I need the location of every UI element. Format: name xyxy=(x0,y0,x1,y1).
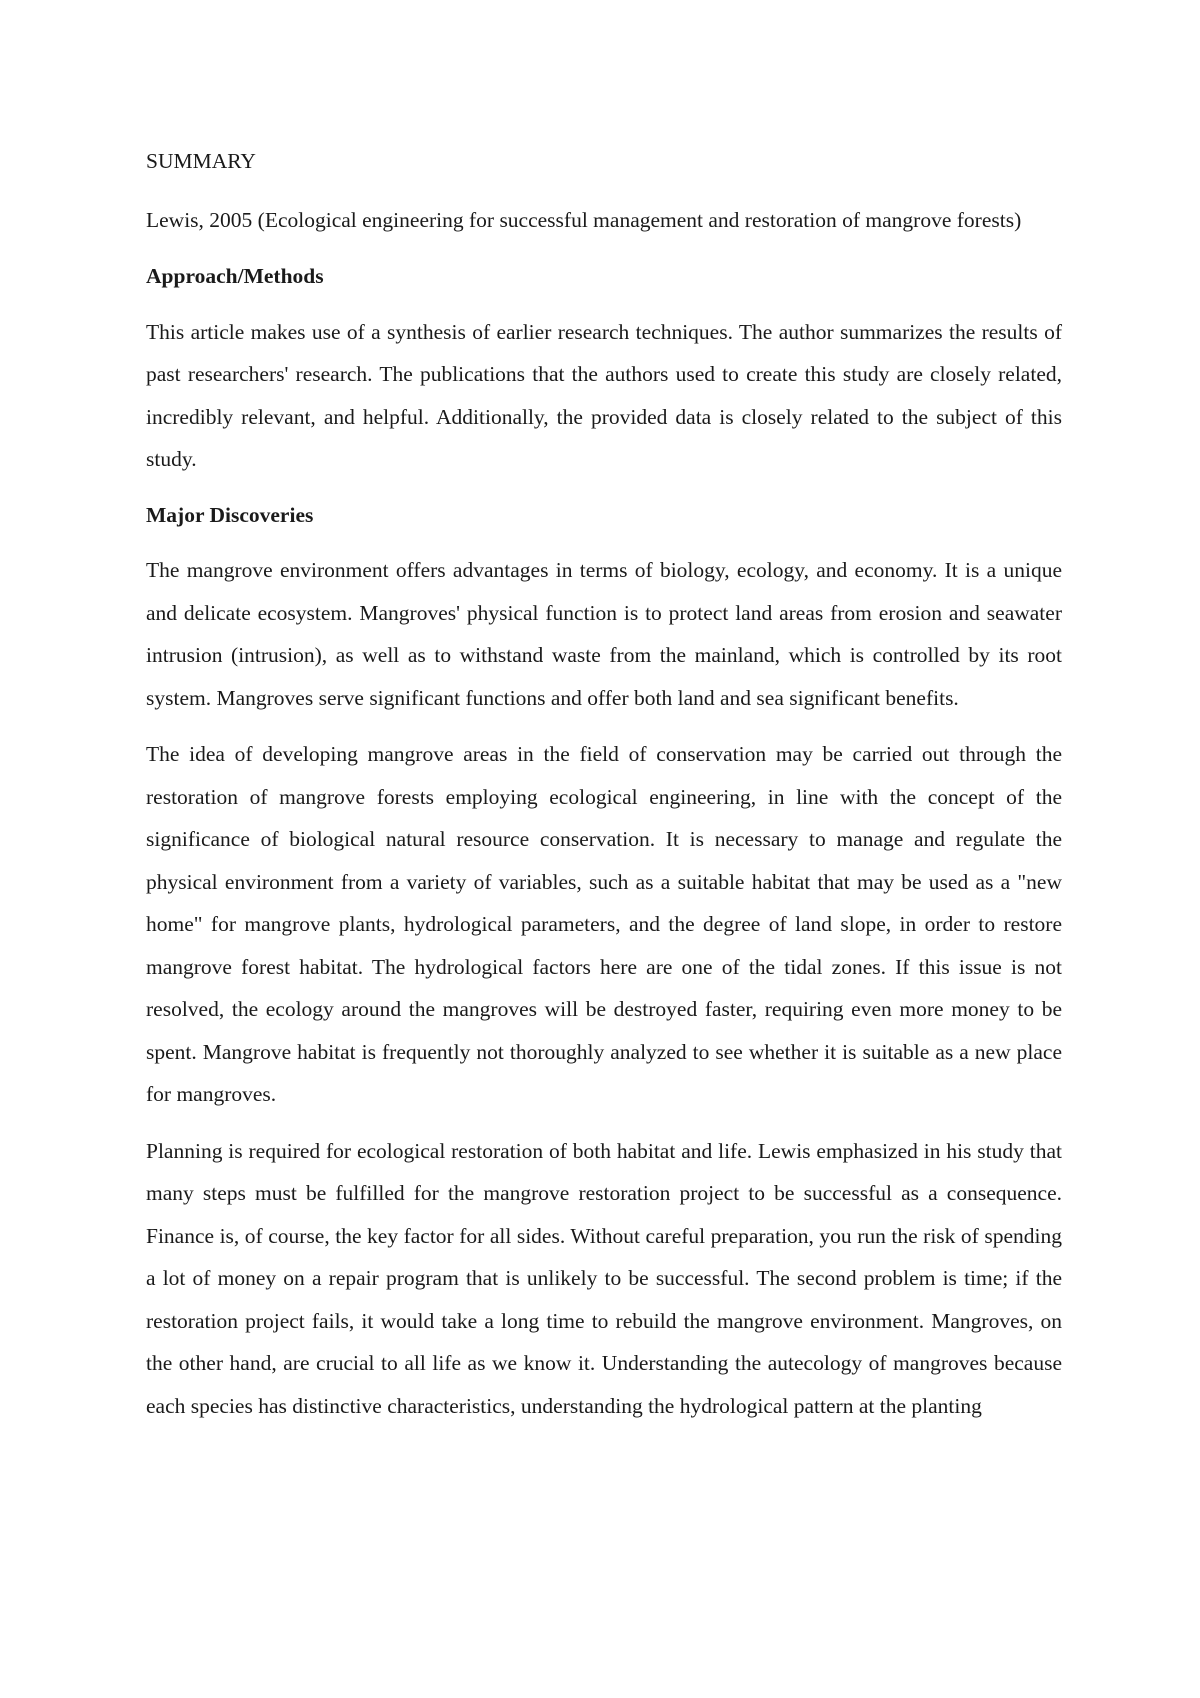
section-heading-approach-methods: Approach/Methods xyxy=(146,264,324,288)
paragraph-approach-methods: This article makes use of a synthesis of earlier research techniques. The author summarizes the results of past researchers' research. The publications that the authors used to create this study are closely related, incredibly relevant, and helpful. Additionally, the provided data is closely related to the subject of this study. xyxy=(146,319,1062,471)
document-body xyxy=(146,140,1062,1441)
citation: Lewis, 2005 (Ecological engineering for successful management and restoration of mangrove forests) xyxy=(146,207,1022,232)
paragraph-major-discoveries-2: The idea of developing mangrove areas in the field of conservation may be carried out through the restoration of mangrove forests employing ecological engineering, in line with the concept of the significance of biological natural resource conservation. It is necessary to manage and regulate the physical environment from a variety of variables, such as a suitable habitat that may be used as a "new home" for mangrove plants, hydrological parameters, and the degree of land slope, in order to restore mangrove forest habitat. The hydrological factors here are one of the tidal zones. If this issue is not resolved, the ecology around the mangroves will be destroyed faster, requiring even more money to be spent. Mangrove habitat is frequently not thoroughly analyzed to see whether it is suitable as a new place for mangroves. xyxy=(146,742,1062,1106)
paragraph-major-discoveries-1: The mangrove environment offers advantages in terms of biology, ecology, and economy. It is a unique and delicate ecosystem. Mangroves' physical function is to protect land areas from erosion and seawater intrusion (intrusion), as well as to withstand waste from the mainland, which is controlled by its root system. Mangroves serve significant functions and offer both land and sea significant benefits. xyxy=(146,558,1062,710)
section-heading-major-discoveries: Major Discoveries xyxy=(146,502,314,527)
summary-label: SUMMARY xyxy=(146,149,256,173)
paragraph-major-discoveries-3: Planning is required for ecological restoration of both habitat and life. Lewis emphasized in his study that many steps must be fulfilled for the mangrove restoration project to be successful as a consequence. Finance is, of course, the key factor for all sides. Without careful preparation, you run the risk of spending a lot of money on a repair program that is unlikely to be successful. The second problem is time; if the restoration project fails, it would take a long time to rebuild the mangrove environment. Mangroves, on the other hand, are crucial to all life as we know it. Understanding the autecology of mangroves because each species has distinctive characteristics, understanding the hydrological pattern at the planting xyxy=(146,1138,1062,1418)
